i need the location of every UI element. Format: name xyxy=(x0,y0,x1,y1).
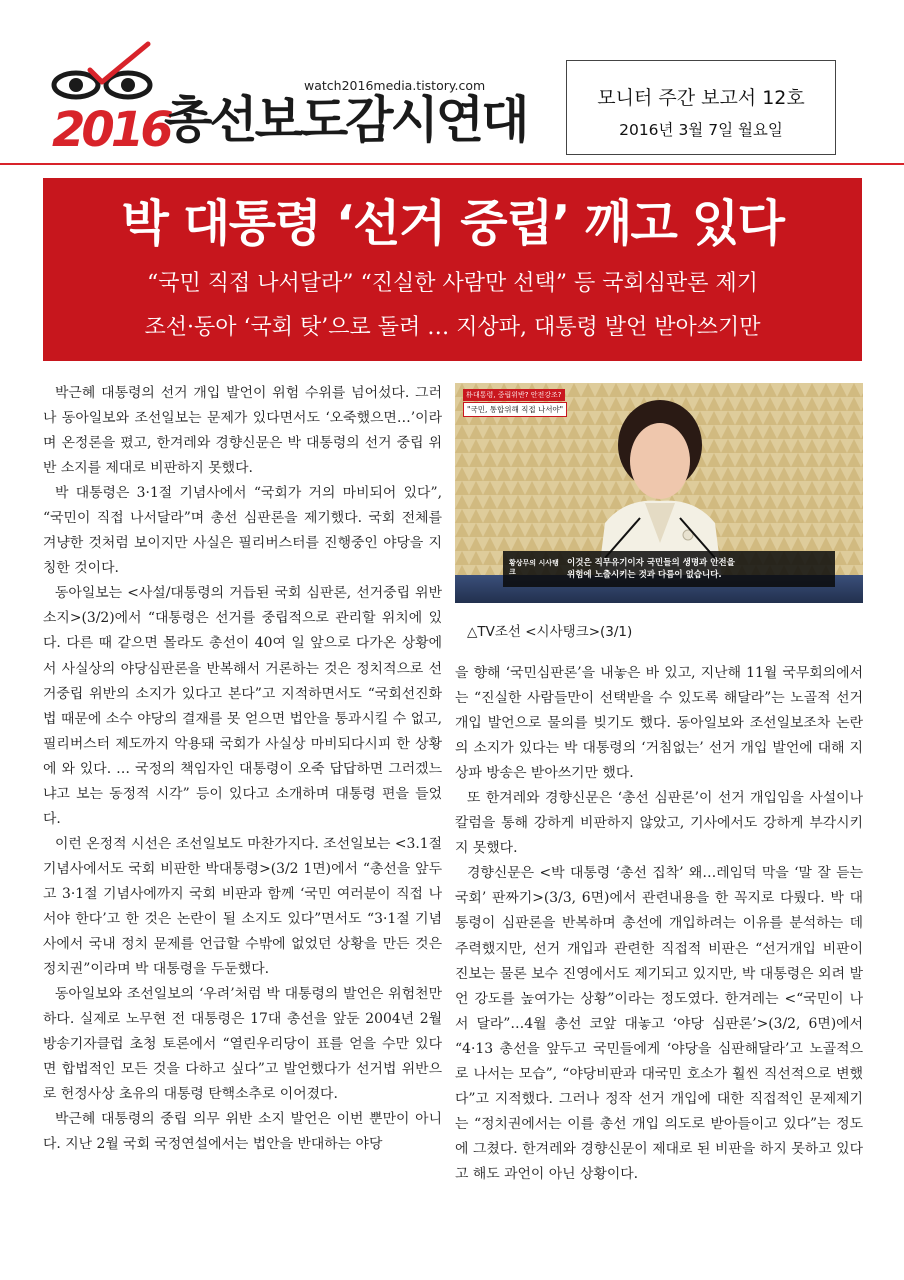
logo xyxy=(46,40,527,160)
headline-banner xyxy=(43,178,862,361)
news-tag-primary: 朴대통령, 중립위반? 안전강조? xyxy=(463,389,565,401)
subheadline-2: 조선·동아 ‘국회 탓’으로 돌려 … 지상파, 대통령 발언 받아쓰기만 xyxy=(144,315,761,340)
paragraph: 박근혜 대통령의 중립 의무 위반 소지 발언은 이번 뿐만이 아니다. 지난 2월 국회 국정연설에서는 법안을 반대하는 야당 xyxy=(43,1111,442,1153)
paragraph: 경향신문은 <박 대통령 ‘총선 집착’ 왜…레임덕 막을 ‘말 잘 듣는 국회’ 판짜기>(3/3, 6면)에서 관련내용을 한 꼭지로 다뤘다. 박 대통령이 심판론을 반복하며 총선에 개입하려는 이유를 분석하는 데 주력했지만, 선거 개입과 관련한 직접적 비판은 “선거개입 비판이 진보는 물론 보수 진영에서도 제기되고 있지만, 박 대통령은 외려 발언 강도를 높여가는 상황”이라는 정도였다. 한겨레는 <“국민이 나서 달라”…4월 총선 코앞 대놓고 ‘야당 심판론’>(3/2, 6면)에서 “4·13 총선을 앞두고 국민들에게 ‘야당을 심판해달라’고 노골적으로 나서는 모습”, “야당비판과 대국민 호소가 훨씬 직선적으로 변했다”고 지적했다. 그러나 정작 선거 개입에 대한 직접적인 문제제기는 “정치권에서는 이를 총선 개입 의도로 받아들이고 있다”는 정도에 그쳤다. 한겨레와 경향신문이 제대로 된 비판을 하지 못하고 있다고 해도 과언이 아닌 상황이다. xyxy=(455,865,863,1182)
news-photo xyxy=(455,383,863,603)
site-url[interactable]: watch2016media.tistory.com xyxy=(304,78,486,93)
article-right-column xyxy=(455,661,863,1187)
paragraph: 또 한겨레와 경향신문은 ‘총선 심판론’이 선거 개입임을 사설이나 칼럼을 통해 강하게 비판하지 않았고, 기사에서도 강하게 부각시키지 못했다. xyxy=(455,790,863,857)
paragraph: 박근혜 대통령의 선거 개입 발언이 위험 수위를 넘어섰다. 그러나 동아일보와 조선일보는 문제가 있다면서도 ‘오죽했으면…’이라며 온정론을 폈고, 한겨레와 경향신문은 박 대통령의 선거 중립 위반 소지를 제대로 비판하지 못했다. xyxy=(43,385,442,477)
article-left-column xyxy=(43,381,442,1157)
paragraph: 박 대통령은 3·1절 기념사에서 “국회가 거의 마비되어 있다”, “국민이 직접 나서달라”며 총선 심판론을 제기했다. 국회 전체를 겨냥한 것처럼 보이지만 사실은 필리버스터를 진행중인 야당을 지칭한 것이다. xyxy=(43,485,442,577)
headline: 박 대통령 ‘선거 중립’ 깨고 있다 xyxy=(121,195,784,252)
tv-program-logo: 황상무의 시사탱크 xyxy=(509,559,559,576)
tv-subtitle-bar xyxy=(503,551,835,587)
issue-title: 모니터 주간 보고서 12호 xyxy=(597,87,805,109)
masthead-divider xyxy=(0,163,904,165)
paragraph: 동아일보와 조선일보의 ‘우려’처럼 박 대통령의 발언은 위험천만하다. 실제로 노무현 전 대통령은 17대 총선을 앞둔 2004년 2월 방송기자클럽 초청 토론에서 “열린우리당이 표를 얻을 수만 있다면 합법적인 모든 것을 다하고 싶다”고 발언했다가 선거법 위반으로 헌정사상 초유의 대통령 탄핵소추로 이어졌다. xyxy=(43,986,442,1103)
subheadline-1: “국민 직접 나서달라” “진실한 사람만 선택” 등 국회심판론 제기 xyxy=(147,271,758,296)
issue-box xyxy=(566,60,836,155)
tv-subtitle-text xyxy=(567,557,735,581)
watching-eyes-icon xyxy=(46,40,166,110)
paragraph: 이런 온정적 시선은 조선일보도 마찬가지다. 조선일보는 <3.1절 기념사에서도 국회 비판한 박대통령>(3/2 1면)에서 “총선을 앞두고 3·1절 기념사에까지 국회 비판과 함께 ‘국민 여러분이 직접 나서야 한다’고 한 것은 논란이 될 소지도 있다”면서도 “3·1절 기념사에서 국내 정치 문제를 언급할 수밖에 없었던 상황을 만든 것은 정치권”이라며 박 대통령을 두둔했다. xyxy=(43,835,442,978)
issue-date: 2016년 3월 7일 월요일 xyxy=(619,121,783,139)
photo-caption: △TV조선 <시사탱크>(3/1) xyxy=(467,624,633,640)
tv-subtitle-line: 위험에 노출시키는 것과 다름이 없습니다. xyxy=(567,570,722,580)
paragraph: 동아일보는 <사설/대통령의 거듭된 국회 심판론, 선거중립 위반 소지>(3/2)에서 “대통령은 선거를 중립적으로 관리할 위치에 있다. 다른 때 같으면 몰라도 총선이 40여 일 앞으로 다가온 상황에서 사실상의 야당심판론을 반복해서 거론하는 것은 정치적으로 선거중립 위반의 소지가 있다고 본다”고 지적하면서도 “국회선진화법 때문에 소수 야당의 결재를 못 얻으면 법안을 통과시킬 수 없고, 필리버스터 제도까지 악용돼 국회가 사실상 마비되다시피 한 상황에 와 있다. … 국정의 책임자인 대통령이 오죽 답답하면 그러겠느냐고 보는 동정적 시각” 등이 있다고 소개하며 대통령 편을 들었다. xyxy=(43,585,442,827)
tv-subtitle-line: 이것은 직무유기이자 국민들의 생명과 안전을 xyxy=(567,558,735,568)
logo-year: 2016 xyxy=(52,102,170,158)
news-tag-secondary: "국민, 통합위해 직접 나서야" xyxy=(463,402,567,417)
logo-name: 총선보도감시연대 xyxy=(164,91,527,149)
paragraph: 을 향해 ‘국민심판론’을 내놓은 바 있고, 지난해 11월 국무회의에서는 “진실한 사람들만이 선택받을 수 있도록 해달라”는 노골적 선거 개입 발언으로 물의를 빚기도 했다. 동아일보와 조선일보조차 논란의 소지가 있다는 박 대통령의 ‘거침없는’ 선거 개입 발언에 대해 지상파 방송은 받아쓰기만 했다. xyxy=(455,665,863,782)
